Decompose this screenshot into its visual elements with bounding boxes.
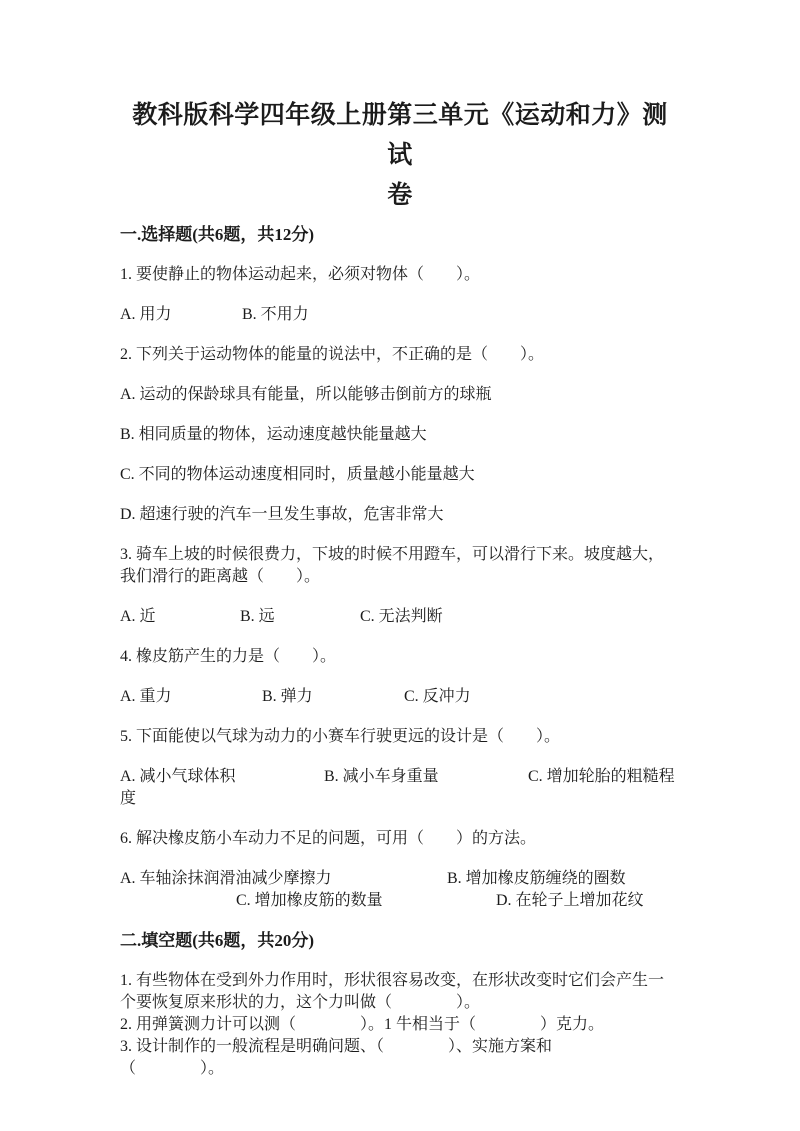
mc-q4-option-b: B. 弹力	[262, 688, 313, 705]
document-title-line1: 教科版科学四年级上册第三单元《运动和力》测试	[132, 102, 668, 169]
mc-question-6-options-row2	[120, 890, 680, 912]
mc-q2-option-a: A. 运动的保龄球具有能量，所以能够击倒前方的球瓶	[120, 386, 492, 403]
mc-q1-option-a: A. 用力	[120, 306, 172, 323]
mc-question-5-text: 5. 下面能使以气球为动力的小赛车行驶更远的设计是（ ）。	[120, 728, 561, 745]
mc-q6-option-d: D. 在轮子上增加花纹	[496, 892, 644, 909]
mc-question-6-text: 6. 解决橡皮筋小车动力不足的问题，可用（ ）的方法。	[120, 830, 537, 847]
mc-question-2-text: 2. 下列关于运动物体的能量的说法中，不正确的是（ ）。	[120, 346, 545, 363]
mc-q2-option-b: B. 相同质量的物体，运动速度越快能量越大	[120, 426, 427, 443]
mc-q6-option-b: B. 增加橡皮筋缠绕的圈数	[447, 870, 626, 887]
mc-q3-option-b: B. 远	[240, 608, 275, 625]
mc-q1-option-b: B. 不用力	[242, 306, 309, 323]
mc-question-1-text: 1. 要使静止的物体运动起来，必须对物体（ ）。	[120, 266, 481, 283]
choice-section-heading: 一.选择题(共6题，共12分)	[120, 225, 315, 244]
mc-q2-option-c: C. 不同的物体运动速度相同时，质量越小能量越大	[120, 466, 475, 483]
mc-q4-option-a: A. 重力	[120, 688, 172, 705]
mc-q5-option-a: A. 减小气球体积	[120, 768, 236, 785]
mc-q3-option-c: C. 无法判断	[360, 608, 443, 625]
mc-question-5-options	[120, 766, 680, 810]
mc-q2-option-d: D. 超速行驶的汽车一旦发生事故，危害非常大	[120, 506, 444, 523]
mc-q6-option-a: A. 车轴涂抹润滑油减少摩擦力	[120, 870, 332, 887]
fill-question-1-line2: 个要恢复原来形状的力，这个力叫做（ ）。	[120, 994, 481, 1011]
mc-question-4-options	[120, 686, 680, 708]
mc-q5-option-b: B. 减小车身重量	[324, 768, 439, 785]
mc-q5-option-c: C. 增加轮胎的粗糙程度	[120, 768, 675, 807]
fill-section-heading: 二.填空题(共6题，共20分)	[120, 931, 315, 950]
fill-question-2: 2. 用弹簧测力计可以测（ ）。1 牛相当于（ ）克力。	[120, 1016, 605, 1033]
page-content	[0, 96, 800, 1080]
mc-question-3-options	[120, 606, 680, 628]
fill-question-3-line1: 3. 设计制作的一般流程是明确问题、（ ）、实施方案和	[120, 1038, 553, 1055]
fill-question-1-line1: 1. 有些物体在受到外力作用时，形状很容易改变，在形状改变时它们会产生一	[120, 972, 665, 989]
mc-question-3-text-line1: 3. 骑车上坡的时候很费力，下坡的时候不用蹬车，可以滑行下来。坡度越大，	[120, 546, 665, 563]
mc-question-4-text: 4. 橡皮筋产生的力是（ ）。	[120, 648, 337, 665]
mc-q4-option-c: C. 反冲力	[404, 688, 471, 705]
document-title	[120, 96, 680, 216]
mc-question-1-options	[120, 304, 680, 326]
document-title-line2: 卷	[387, 182, 413, 209]
fill-question-3-line2: （ ）。	[120, 1060, 225, 1077]
mc-q3-option-a: A. 近	[120, 608, 156, 625]
mc-question-6-options-row1	[120, 868, 680, 890]
mc-q6-option-c: C. 增加橡皮筋的数量	[236, 892, 383, 909]
mc-question-3-text-line2: 我们滑行的距离越（ ）。	[120, 568, 321, 585]
